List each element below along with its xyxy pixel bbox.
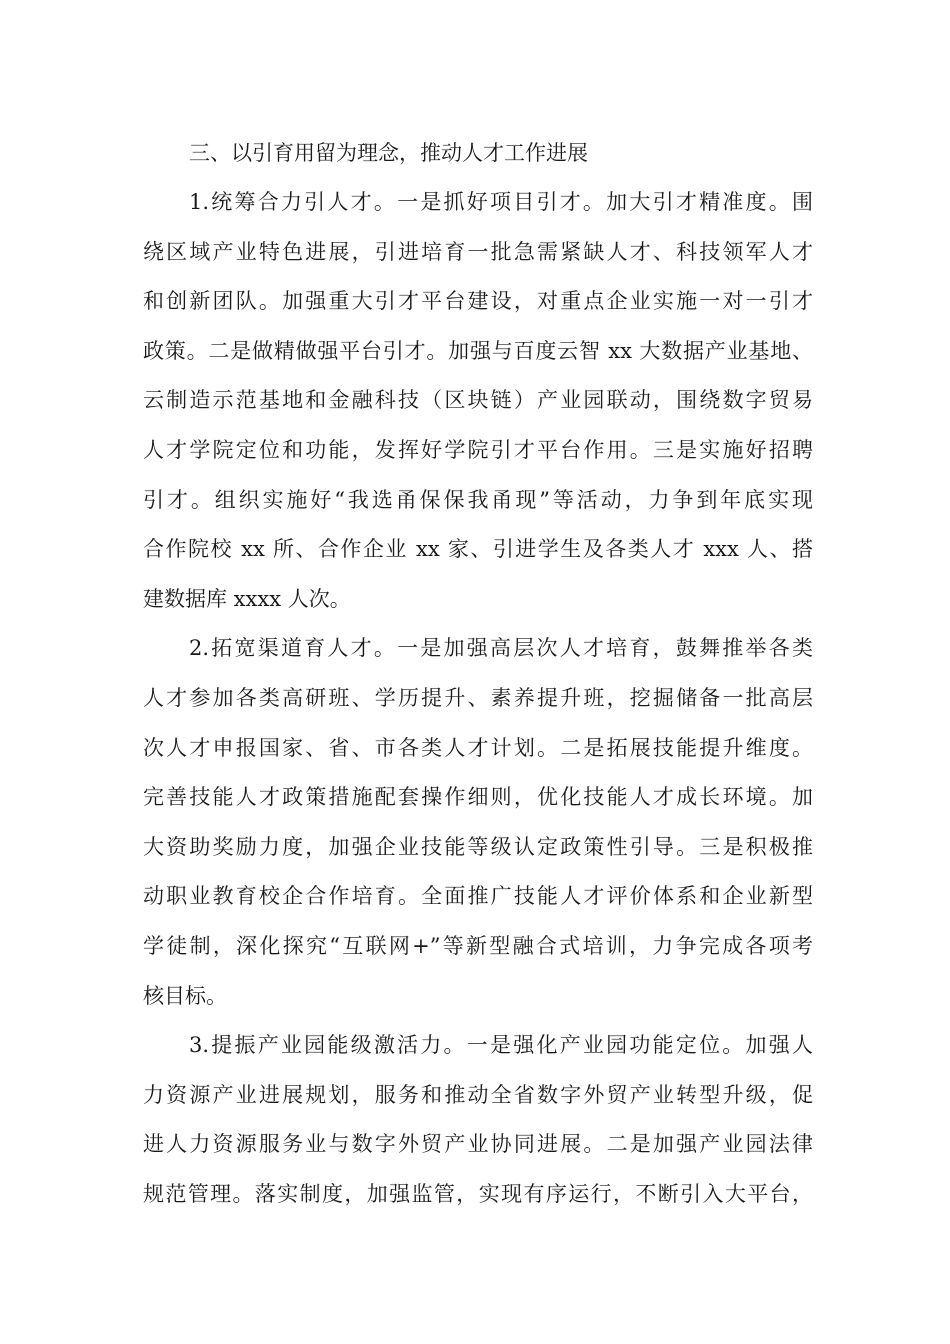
paragraph-line: 人才学院定位和功能，发挥好学院引才平台作用。三是实施好招聘 — [143, 437, 813, 462]
section-heading: 三、以引育用留为理念，推动人才工作进展 — [189, 141, 588, 165]
paragraph-line: 政策。二是做精做强平台引才。加强与百度云智 xx 大数据产业基地、 — [143, 338, 813, 363]
paragraph-line: 合作院校 xx 所、合作企业 xx 家、引进学生及各类人才 xxx 人、搭 — [143, 537, 813, 562]
paragraph-line: 力资源产业进展规划，服务和推动全省数字外贸产业转型升级，促 — [143, 1082, 813, 1107]
paragraph-line: 完善技能人才政策措施配套操作细则，优化技能人才成长环境。加 — [143, 785, 813, 810]
paragraph-1 — [143, 178, 813, 624]
paragraph-line: 绕区域产业特色进展，引进培育一批急需紧缺人才、科技领军人才 — [143, 239, 813, 264]
paragraph-line: 学徒制，深化探究“互联网+”等新型融合式培训，力争完成各项考 — [143, 933, 813, 958]
paragraph-line: 和创新团队。加强重大引才平台建设，对重点企业实施一对一引才 — [143, 289, 813, 314]
paragraph-line: 大资助奖励力度，加强企业技能等级认定政策性引导。三是积极推 — [143, 834, 813, 859]
paragraph-line: 核目标。 — [143, 983, 227, 1008]
paragraph-line: 云制造示范基地和金融科技（区块链）产业园联动，围绕数字贸易 — [143, 388, 813, 413]
paragraph-line: 动职业教育校企合作培育。全面推广技能人才评价体系和企业新型 — [143, 884, 813, 909]
paragraph-line: 引才。组织实施好“我选甬保保我甬现”等活动，力争到年底实现 — [143, 487, 813, 512]
paragraph-line: 3.提振产业园能级激活力。一是强化产业园功能定位。加强人 — [189, 1033, 813, 1058]
paragraph-line: 1.统筹合力引人才。一是抓好项目引才。加大引才精准度。围 — [189, 190, 813, 214]
paragraph-3 — [143, 1021, 813, 1219]
paragraph-line: 规范管理。落实制度，加强监管，实现有序运行，不断引入大平台， — [143, 1181, 813, 1206]
document-body — [143, 128, 813, 1219]
paragraph-line: 进人力资源服务业与数字外贸产业协同进展。二是加强产业园法律 — [143, 1132, 813, 1157]
paragraph-line: 建数据库 xxxx 人次。 — [143, 586, 351, 611]
paragraph-line: 次人才申报国家、省、市各类人才计划。二是拓展技能提升维度。 — [143, 735, 813, 760]
paragraph-line: 2.拓宽渠道育人才。一是加强高层次人才培育，鼓舞推举各类 — [189, 636, 813, 661]
paragraph-2 — [143, 624, 813, 1021]
paragraph-line: 人才参加各类高研班、学历提升、素养提升班，挖掘储备一批高层 — [143, 685, 813, 710]
